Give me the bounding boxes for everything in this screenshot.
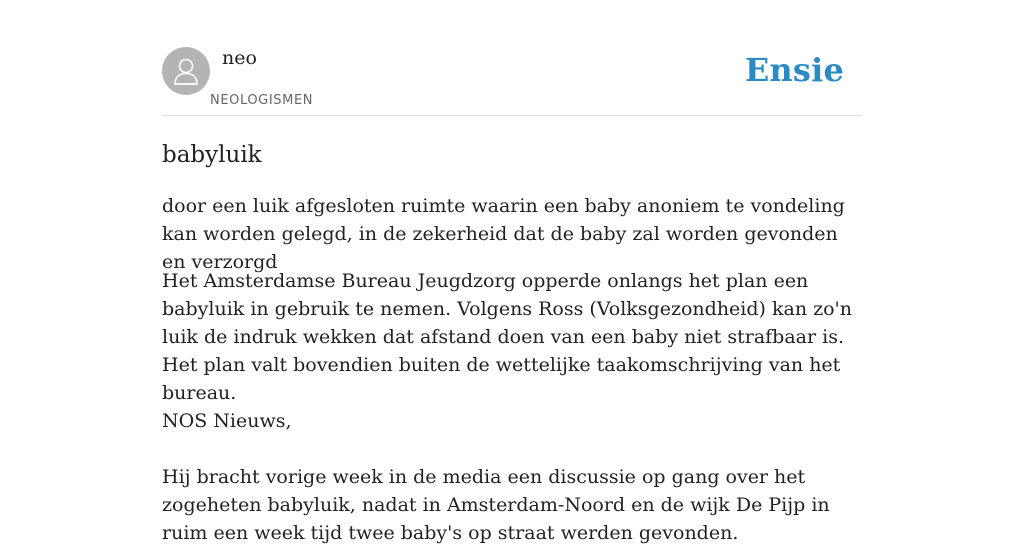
entry-title: babyluik bbox=[162, 142, 262, 168]
entry-page bbox=[162, 0, 862, 544]
category-label[interactable]: NEOLOGISMEN bbox=[210, 93, 314, 108]
user-avatar-icon[interactable] bbox=[162, 47, 210, 95]
ensie-logo[interactable]: Ensie bbox=[744, 51, 844, 89]
example-paragraph-2: Hij bracht vorige week in de media een discussie op gang over het zogeheten babyluik, nadat in Amsterdam-Noord en de wijk De Pijp in ruim een week tijd twee baby's op straat werden gevonden. bbox=[162, 466, 830, 544]
example-source-1: NOS Nieuws, bbox=[162, 410, 292, 432]
entry-example bbox=[162, 267, 862, 547]
author-username[interactable]: neo bbox=[222, 47, 257, 69]
example-paragraph-1: Het Amsterdamse Bureau Jeugdzorg opperde onlangs het plan een babyluik in gebruik te nemen. Volgens Ross (Volksgezondheid) kan zo'n luik de indruk wekken dat afstand doen van een baby niet strafbaar is. Het plan valt bovendien buiten de wettelijke taakomschrijving van het bureau. bbox=[162, 270, 853, 404]
page-header bbox=[162, 0, 862, 116]
entry-definition: door een luik afgesloten ruimte waarin een baby anoniem te vondeling kan worden gelegd, in de zekerheid dat de baby zal worden gevonden en verzorgd bbox=[162, 195, 845, 273]
paragraph-spacer bbox=[162, 435, 862, 463]
